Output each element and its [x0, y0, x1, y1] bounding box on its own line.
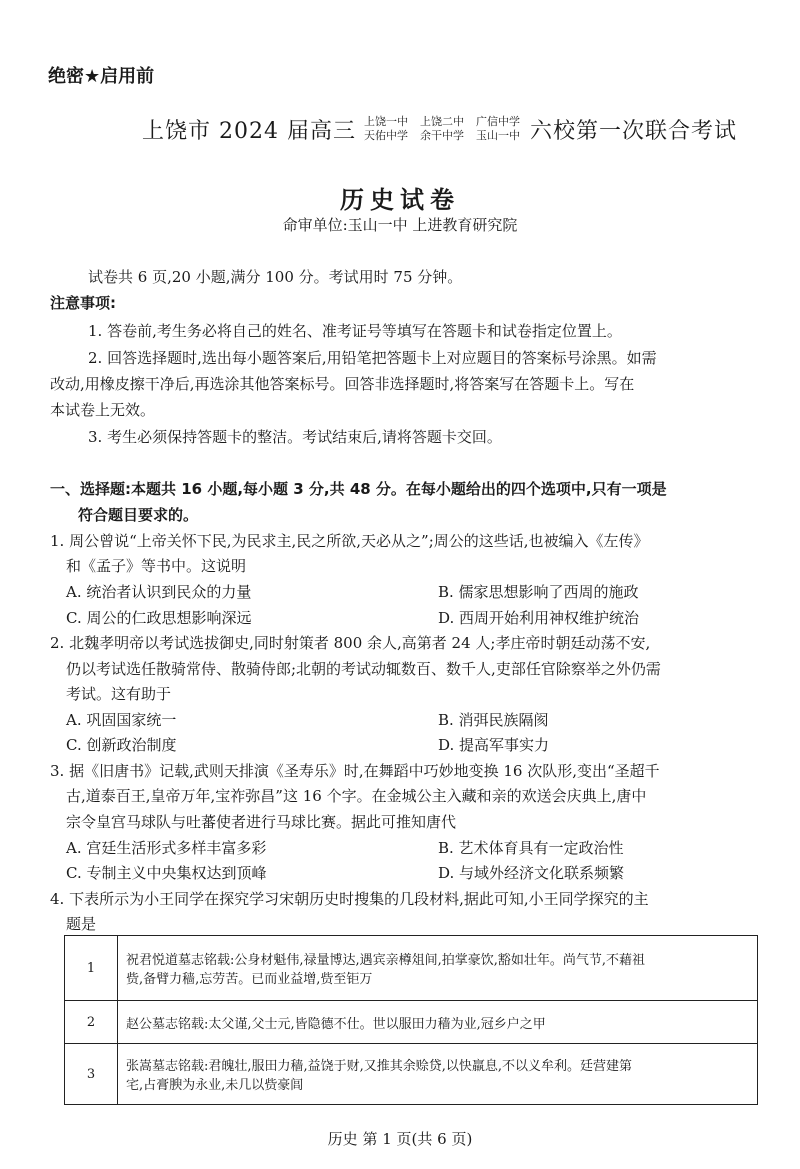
school-name: 余干中学 — [419, 129, 464, 142]
material-cell — [118, 936, 758, 1001]
exam-info: 试卷共 6 页,20 小题,满分 100 分。考试用时 75 分钟。 — [88, 268, 463, 286]
material-cell — [118, 1001, 758, 1044]
option-b: B. 消弭民族隔阂 — [438, 711, 549, 729]
material-text: 祝君悦道墓志铭载:公身材魁伟,禄量博达,遇宾亲樽俎间,拍掌豪饮,豁如壮年。尚气节,不藉祖 — [126, 953, 646, 968]
table-row — [65, 936, 758, 1001]
question-stem: 和《孟子》等书中。这说明 — [66, 557, 247, 575]
school-list — [364, 115, 520, 143]
option-c: C. 周公的仁政思想影响深远 — [66, 609, 252, 627]
city-label: 上饶市 2024 届高三 — [142, 118, 356, 144]
school-name: 广信中学 — [475, 115, 520, 128]
notice-line: 3. 考生必须保持答题卡的整洁。考试结束后,请将答题卡交回。 — [88, 428, 502, 446]
question-stem: 题是 — [66, 915, 97, 933]
table-row — [65, 1044, 758, 1105]
option-a: A. 巩固国家统一 — [66, 711, 177, 729]
material-text: 赵公墓志铭载:太父谨,父士元,皆隐德不仕。世以服田力穑为业,冠乡户之甲 — [126, 1016, 546, 1032]
material-text: 宅,占膏腴为永业,未几以赀豪闾 — [126, 1078, 304, 1093]
question-stem: 1. 周公曾说“上帝关怀下民,为民求主,民之所欲,天必从之”;周公的这些话,也被编入《左传》 — [50, 532, 649, 550]
question-stem: 3. 据《旧唐书》记载,武则天排演《圣寿乐》时,在舞蹈中巧妙地变换 16 次队形,变出“圣超千 — [50, 762, 660, 780]
question-stem: 2. 北魏孝明帝以考试选拔御史,同时射策者 800 余人,高第者 24 人;孝庄帝时朝廷动荡不安, — [50, 634, 651, 652]
authoring-unit: 命审单位:玉山一中 上进教育研究院 — [282, 216, 518, 234]
notice-heading: 注意事项: — [50, 294, 116, 312]
page-title: 历史试卷 — [340, 186, 460, 214]
row-number: 1 — [65, 936, 118, 1001]
school-name: 玉山一中 — [475, 129, 520, 142]
school-name: 上饶一中 — [363, 115, 408, 128]
question-stem: 古,道泰百王,皇帝万年,宝祚弥昌”这 16 个字。在金城公主入藏和亲的欢送会庆典上,唐中 — [66, 787, 647, 805]
notice-line: 本试卷上无效。 — [50, 401, 156, 419]
option-c: C. 创新政治制度 — [66, 736, 177, 754]
exam-name: 六校第一次联合考试 — [529, 118, 737, 144]
confidential-label: 绝密★启用前 — [48, 66, 155, 87]
page-footer: 历史 第 1 页(共 6 页) — [327, 1130, 473, 1148]
material-table — [64, 935, 758, 1105]
option-d: D. 与域外经济文化联系频繁 — [438, 864, 625, 882]
section-heading: 一、选择题:本题共 16 小题,每小题 3 分,共 48 分。在每小题给出的四个选项中,只有一项是 — [50, 480, 667, 498]
option-d: D. 西周开始利用神权维护统治 — [438, 609, 640, 627]
option-a: A. 统治者认识到民众的力量 — [66, 583, 252, 601]
question-stem: 考试。这有助于 — [66, 685, 172, 703]
exam-header — [142, 112, 737, 146]
option-a: A. 宫廷生活形式多样丰富多彩 — [66, 839, 267, 857]
material-cell — [118, 1044, 758, 1105]
question-stem: 仍以考试选任散骑常侍、散骑侍郎;北朝的考试动辄数百、数千人,吏部任官除察举之外仍需 — [66, 660, 661, 678]
row-number: 3 — [65, 1044, 118, 1105]
material-text: 赀,备臂力穑,忘劳苦。已而业益增,赀至钜万 — [126, 972, 373, 987]
option-c: C. 专制主义中央集权达到顶峰 — [66, 864, 267, 882]
question-stem: 宗令皇宫马球队与吐蕃使者进行马球比赛。据此可推知唐代 — [66, 813, 457, 831]
row-number: 2 — [65, 1001, 118, 1044]
school-name: 上饶二中 — [419, 115, 464, 128]
section-heading: 符合题目要求的。 — [78, 506, 199, 524]
notice-line: 2. 回答选择题时,选出每小题答案后,用铅笔把答题卡上对应题目的答案标号涂黑。如需 — [88, 349, 657, 367]
option-b: B. 艺术体育具有一定政治性 — [438, 839, 624, 857]
option-b: B. 儒家思想影响了西周的施政 — [438, 583, 639, 601]
question-stem: 4. 下表所示为小王同学在探究学习宋朝历史时搜集的几段材料,据此可知,小王同学探究的主 — [50, 890, 649, 908]
notice-line: 1. 答卷前,考生务必将自己的姓名、准考证号等填写在答题卡和试卷指定位置上。 — [88, 322, 622, 340]
table-row — [65, 1001, 758, 1044]
option-d: D. 提高军事实力 — [438, 736, 550, 754]
material-text: 张嵩墓志铭载:君魄壮,服田力穑,益饶于财,又推其余赊贷,以快羸息,不以义牟利。廷营建第 — [126, 1059, 633, 1074]
school-name: 天佑中学 — [363, 129, 408, 142]
notice-line: 改动,用橡皮擦干净后,再选涂其他答案标号。回答非选择题时,将答案写在答题卡上。写在 — [50, 375, 635, 393]
